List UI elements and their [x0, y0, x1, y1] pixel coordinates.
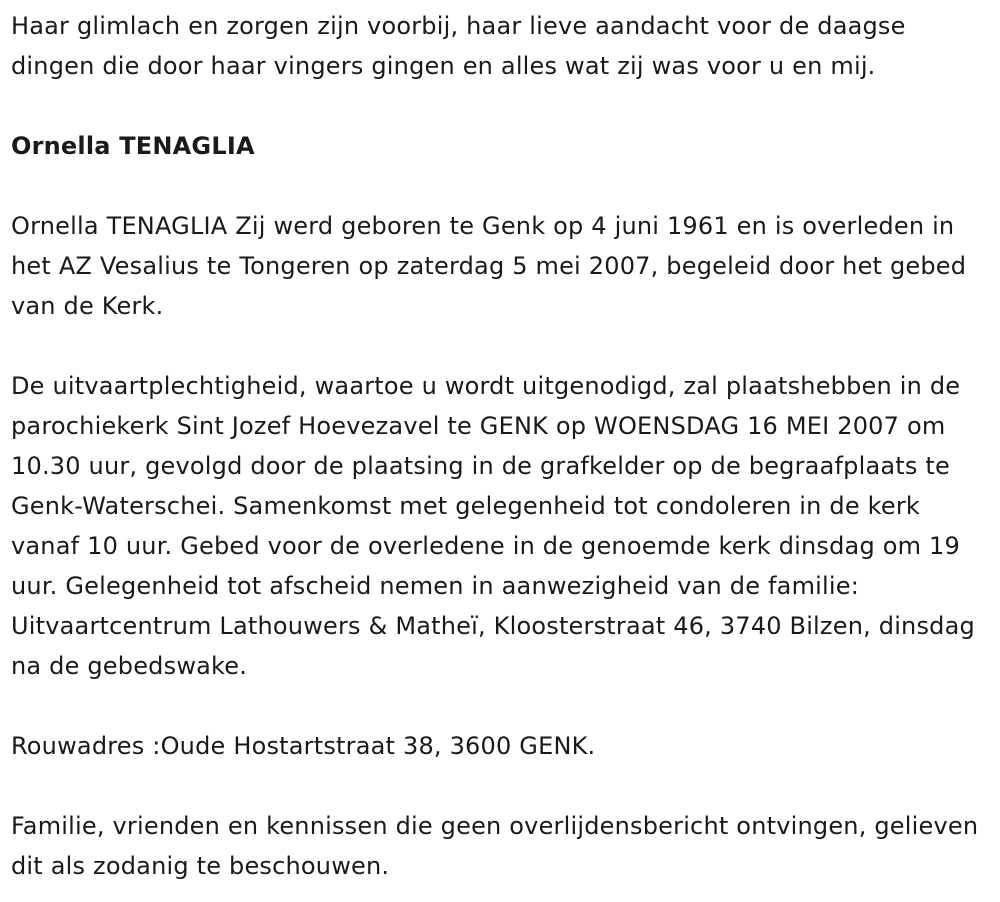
- ceremony-paragraph: De uitvaartplechtigheid, waartoe u wordt uitgenodigd, zal plaatshebben in de parochiekerk Sint Jozef Hoevezavel te GENK op WOENSDAG 16 MEI 2007 om 10.30 uur, gevolgd door de plaatsing in de grafkelder op de begraafplaats te Genk-Waterschei. Samenkomst met gelegenheid tot condoleren in de kerk vanaf 10 uur. Gebed voor de overledene in de genoemde kerk dinsdag om 19 uur. Gelegenheid tot afscheid nemen in aanwezigheid van de familie: Uitvaartcentrum Lathouwers & Matheï, Kloosterstraat 46, 3740 Bilzen, dinsdag na de gebedswake.: [11, 372, 975, 680]
- mourning-address: Rouwadres :Oude Hostartstraat 38, 3600 GENK.: [11, 732, 596, 760]
- birth-death-paragraph: Ornella TENAGLIA Zij werd geboren te Genk op 4 juni 1961 en is overleden in het AZ Vesalius te Tongeren op zaterdag 5 mei 2007, begeleid door het gebed van de Kerk.: [11, 212, 967, 320]
- obituary-notice: [11, 6, 996, 886]
- poem-paragraph: Haar glimlach en zorgen zijn voorbij, haar lieve aandacht voor de daagse dingen die door haar vingers gingen en alles wat zij was voor u en mij.: [11, 12, 906, 80]
- deceased-name-heading: Ornella TENAGLIA: [11, 132, 255, 160]
- closing-paragraph: Familie, vrienden en kennissen die geen overlijdensbericht ontvingen, gelieven dit als zodanig te beschouwen.: [11, 812, 979, 880]
